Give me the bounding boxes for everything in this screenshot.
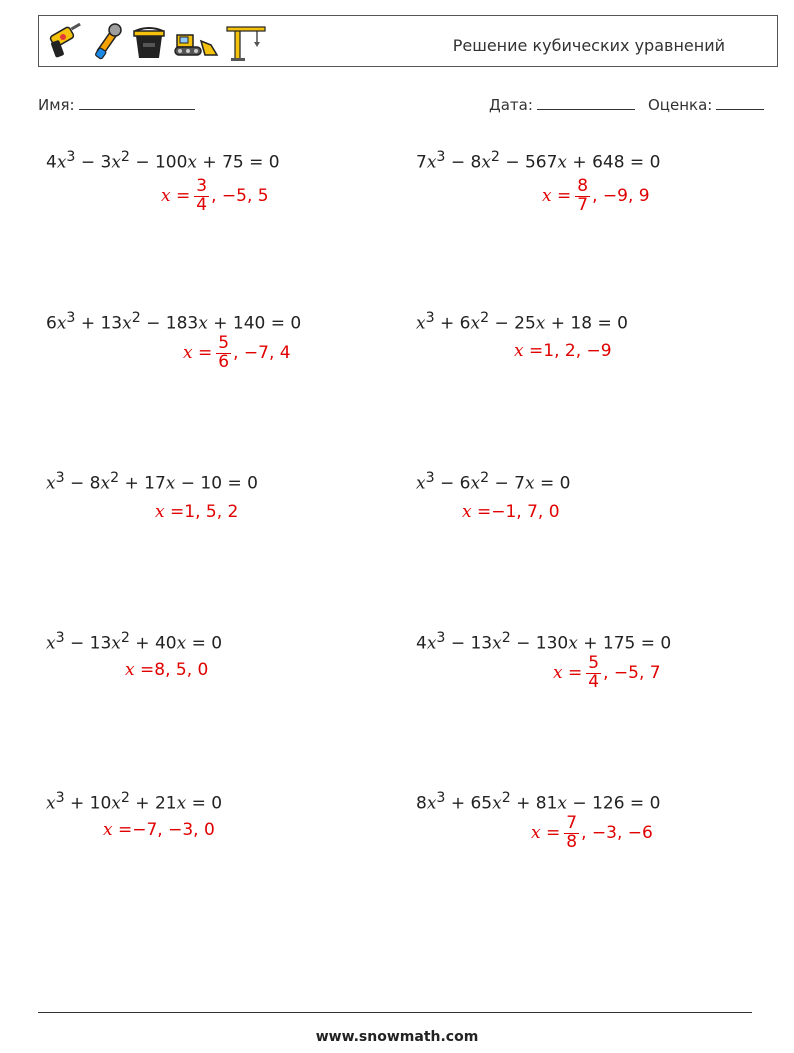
answer-values: , −3, −6 <box>581 823 653 844</box>
fraction-numerator: 7 <box>566 813 578 833</box>
bulldozer-icon <box>173 23 219 61</box>
bucket-icon <box>131 23 167 61</box>
answer-prefix: x = <box>514 341 544 361</box>
answer-2 <box>542 178 650 215</box>
equation-5: $x^3 - 8x^2 + 17x - 10 = 0$ <box>46 470 258 494</box>
score-blank[interactable] <box>716 95 764 110</box>
header-icons <box>45 21 267 63</box>
answer-fraction <box>216 335 231 372</box>
answer-prefix: x = <box>125 660 155 680</box>
equation-2: $7x^3 - 8x^2 - 567x + 648 = 0$ <box>416 149 661 173</box>
answer-fraction <box>194 178 209 215</box>
answer-fraction <box>575 178 590 215</box>
footer-url: www.snowmath.com <box>315 1029 479 1045</box>
answer-values: 1, 5, 2 <box>184 502 239 522</box>
date-blank[interactable] <box>537 95 635 110</box>
answer-values: 1, 2, −9 <box>543 341 612 361</box>
fraction-numerator: 5 <box>588 653 600 673</box>
date-label: Дата: <box>489 96 533 114</box>
footer-divider <box>38 1012 752 1013</box>
score-label: Оценка: <box>648 96 713 114</box>
answer-fraction <box>586 655 601 692</box>
name-field <box>38 95 195 114</box>
answer-fraction <box>564 815 579 852</box>
wrench-icon <box>91 23 125 61</box>
fraction-numerator: 8 <box>577 176 589 196</box>
answer-prefix: x = <box>531 823 561 844</box>
answer-8 <box>553 655 661 692</box>
crane-icon <box>225 22 267 62</box>
answer-1 <box>161 178 269 215</box>
date-field <box>489 95 635 114</box>
answer-9 <box>103 820 215 840</box>
fraction-denominator: 4 <box>588 671 600 692</box>
answer-prefix: x = <box>103 820 133 840</box>
fraction-denominator: 7 <box>577 194 589 215</box>
answer-values: , −9, 9 <box>592 186 650 207</box>
fraction-denominator: 6 <box>218 351 230 372</box>
answer-prefix: x = <box>155 502 185 522</box>
answer-4 <box>514 341 612 361</box>
equation-9: $x^3 + 10x^2 + 21x = 0$ <box>46 790 223 814</box>
answer-values: 8, 5, 0 <box>154 660 209 680</box>
equation-10: $8x^3 + 65x^2 + 81x - 126 = 0$ <box>416 790 661 814</box>
worksheet-title: Решение кубических уравнений <box>452 36 725 55</box>
equation-6: $x^3 - 6x^2 - 7x = 0$ <box>416 470 571 494</box>
score-field <box>648 95 764 114</box>
equation-7: $x^3 - 13x^2 + 40x = 0$ <box>46 630 223 654</box>
answer-10 <box>531 815 653 852</box>
answer-prefix: x = <box>542 186 572 207</box>
answer-6 <box>462 502 560 522</box>
fraction-numerator: 5 <box>218 333 230 353</box>
equation-3: $6x^3 + 13x^2 - 183x + 140 = 0$ <box>46 310 302 334</box>
equation-8: $4x^3 - 13x^2 - 130x + 175 = 0$ <box>416 630 672 654</box>
answer-values: , −7, 4 <box>233 343 291 364</box>
fraction-denominator: 4 <box>196 194 208 215</box>
answer-prefix: x = <box>183 343 213 364</box>
answer-prefix: x = <box>161 186 191 207</box>
fraction-denominator: 8 <box>566 831 578 852</box>
name-label: Имя: <box>38 96 75 114</box>
worksheet-header <box>38 15 778 67</box>
answer-5 <box>155 502 238 522</box>
name-blank[interactable] <box>79 95 195 110</box>
equation-4: $x^3 + 6x^2 - 25x + 18 = 0$ <box>416 310 628 334</box>
equation-1: $4x^3 - 3x^2 - 100x + 75 = 0$ <box>46 149 280 173</box>
answer-7 <box>125 660 208 680</box>
fraction-numerator: 3 <box>196 176 208 196</box>
answer-values: −7, −3, 0 <box>132 820 215 840</box>
answer-values: , −5, 7 <box>603 663 661 684</box>
drill-icon <box>45 23 85 61</box>
answer-values: −1, 7, 0 <box>491 502 560 522</box>
answer-3 <box>183 335 291 372</box>
answer-values: , −5, 5 <box>211 186 269 207</box>
answer-prefix: x = <box>553 663 583 684</box>
answer-prefix: x = <box>462 502 492 522</box>
